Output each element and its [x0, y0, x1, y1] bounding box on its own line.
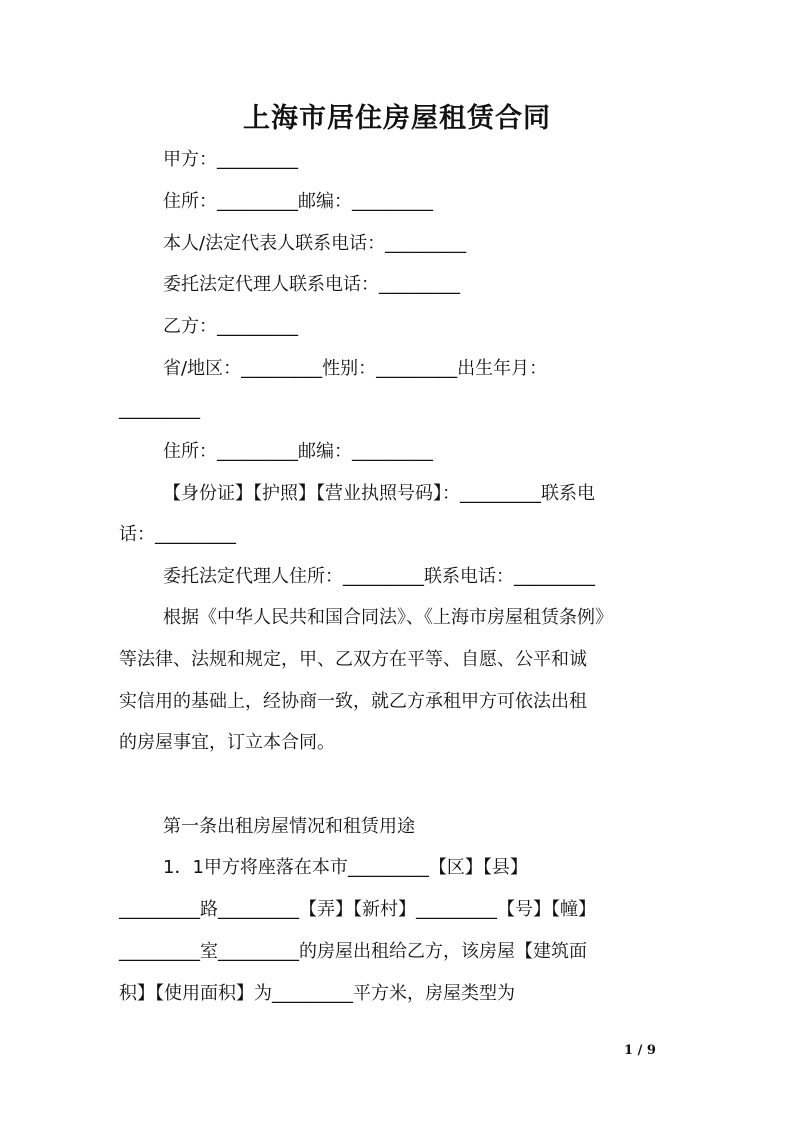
party-a-address-line: 住所：_________邮编：_________: [163, 191, 433, 212]
preamble-line-2: 等法律、法规和规定，甲、乙双方在平等、自愿、公平和诚: [119, 649, 587, 670]
article-1-line-4: 积】【使用面积】为_________平方米，房屋类型为: [119, 983, 515, 1004]
party-a-agent-phone-line: 委托法定代理人联系电话：_________: [163, 274, 460, 295]
document-title: 上海市居住房屋租赁合同: [243, 103, 551, 134]
party-b-province-line: 省/地区：_________性别：_________出生年月：: [163, 358, 548, 379]
party-a-rep-phone-line: 本人/法定代表人联系电话：_________: [163, 233, 467, 254]
party-b-province-line-cont: _________: [119, 399, 200, 420]
party-b-id-line-cont: 话：_________: [119, 524, 236, 545]
preamble-line-1: 根据《中华人民共和国合同法》、《上海市房屋租赁条例》: [163, 607, 613, 628]
party-b-agent-line: 委托法定代理人住所：_________联系电话：_________: [163, 566, 595, 587]
article-1-heading: 第一条出租房屋情况和租赁用途: [163, 816, 415, 837]
party-b-id-line: 【身份证】【护照】【营业执照号码】：_________联系电: [163, 483, 595, 504]
party-b-name-line: 乙方：_________: [163, 316, 298, 337]
page-number: 1 / 9: [624, 1043, 656, 1058]
party-a-name-line: 甲方：_________: [163, 149, 298, 170]
preamble-line-3: 实信用的基础上，经协商一致，就乙方承租甲方可依法出租: [119, 691, 587, 712]
party-b-address-line: 住所：_________邮编：_________: [163, 441, 433, 462]
article-1-line-3: _________室_________的房屋出租给乙方，该房屋【建筑面: [119, 941, 587, 962]
article-1-line-1: 1．1甲方将座落在本市_________【区】【县】: [163, 857, 528, 878]
preamble-line-4: 的房屋事宜，订立本合同。: [119, 732, 335, 753]
article-1-line-2: _________路_________【弄】【新村】_________【号】【幢】: [119, 899, 596, 920]
